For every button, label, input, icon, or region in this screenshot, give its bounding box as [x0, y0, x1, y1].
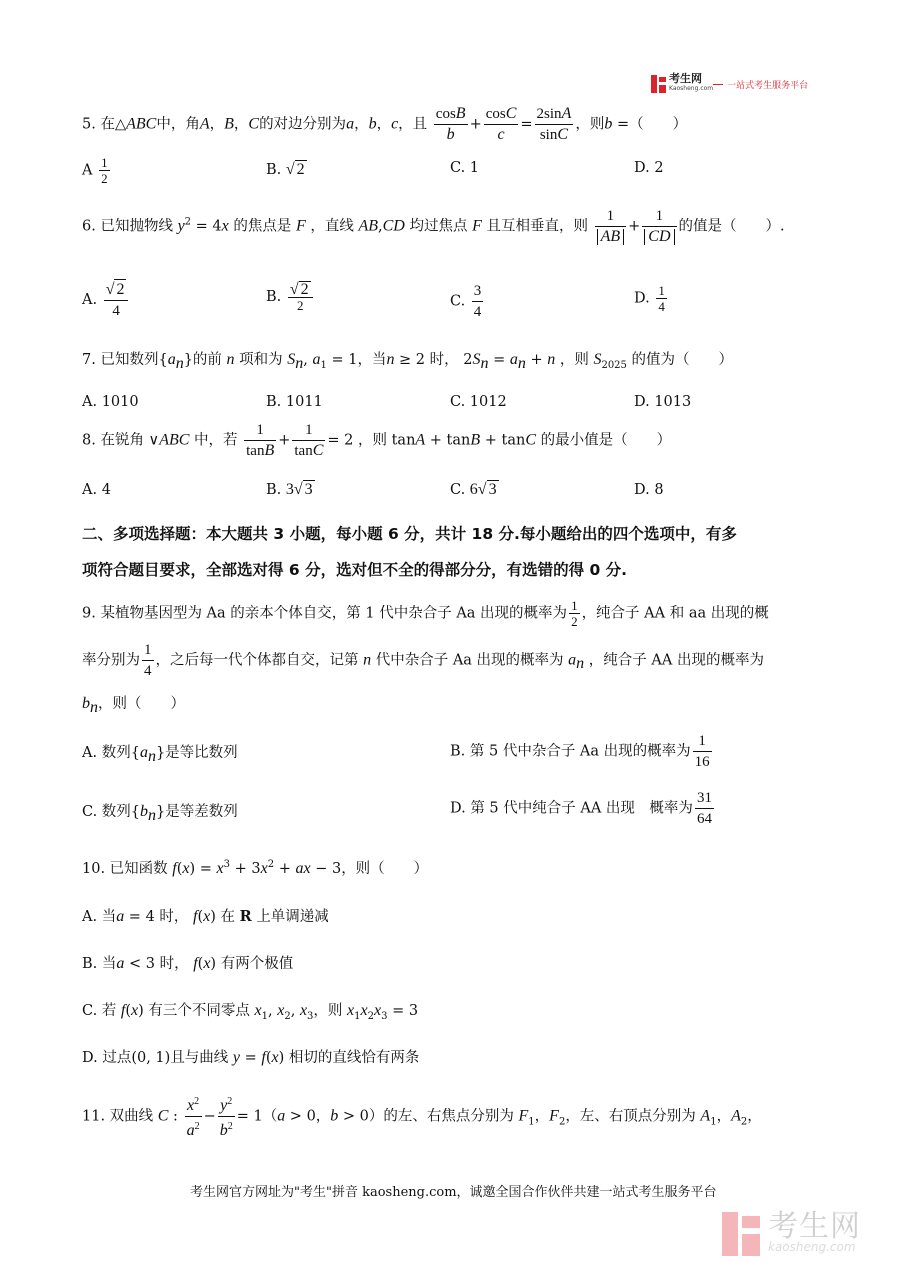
q9-option-d: D. 第 5 代中纯合子 AA 出现 概率为 $\frac{31}{64}$ [450, 790, 712, 827]
q5-option-b: B. √ 2 [266, 161, 305, 178]
q7-option-d: D. 1013 [634, 394, 692, 410]
watermark-logo-icon [722, 1212, 762, 1256]
q6-option-a: A. $\frac{√ 2}{4}$ [82, 279, 130, 321]
q10-option-c: C. 若 f(x) 有三个不同零点 $x_1$, $x_2$, $x_3$，则 $x_1x_2x_3 = 3$ [82, 1002, 419, 1022]
q7-option-c: C. 1012 [450, 394, 507, 410]
q7-option-b: B. 1011 [266, 394, 323, 410]
watermark-brand: 考生网 [768, 1209, 861, 1244]
q9-option-c: C. 数列$\{b_n\}$是等差数列 [82, 803, 238, 824]
brand-slogan: 一站式考生服务平台 [727, 80, 809, 91]
q8-option-a: A. 4 [82, 482, 111, 498]
q8-option-d: D. 8 [634, 482, 664, 498]
section-2-heading-line2: 项符合题目要求，全部选对得 6 分，选对但不全的得部分分，有选错的得 0 分. [82, 561, 628, 579]
q9-option-a: A. 数列$\{a_n\}$是等比数列 [82, 744, 238, 765]
q7-option-a: A. 1010 [82, 394, 139, 410]
question-8-stem: 8. 在锐角 ∨ABC 中，若 $\frac{1}{\tan B}$ + $\frac{1}{\tan C}$ = 2 ，则 tanA + tanB + tanC 的最小值是（ ） [82, 422, 672, 459]
brand-logo-icon [651, 75, 666, 93]
q5-option-a: A $\frac{1}{2}$ [82, 155, 108, 186]
q6-option-c: C. $\frac{3}{4}$ [450, 283, 482, 320]
section-2-heading-line1: 二、多项选择题：本大题共 3 小题，每小题 6 分，共计 18 分.每小题给出的四个选项中，有多 [82, 525, 737, 543]
q9-option-b: B. 第 5 代中杂合子 Aa 出现的概率为 $\frac{1}{16}$ [450, 733, 710, 770]
q6-option-b: B. $\frac{√ 2}{2}$ [266, 281, 315, 313]
q6-option-d: D. $\frac{1}{4}$ [634, 283, 665, 314]
watermark-domain: kaosheng.com [768, 1240, 856, 1254]
watermark [722, 1209, 861, 1256]
question-11-stem: 11. 双曲线 C : $\frac{x^2}{a^2}$ − $\frac{y^2}{b^2}$ = 1（a > 0，b > 0）的左、右焦点分别为 $F_1$，$F_2$，左、右顶点分别为 $A_1$，$A_2$， [82, 1092, 762, 1141]
brand-name: 考生网 [669, 72, 702, 85]
q10-option-b: B. 当a < 3 时， f(x) 有两个极值 [82, 955, 294, 972]
question-7-stem: 7. 已知数列$\{a_n\}$的前 n 项和为 $S_n$, $a_1 = 1$，当n ≥ 2 时， $2S_n = a_n + n$ ，则 $S_{2025}$ 的值为（ ） [82, 351, 734, 372]
question-9-line3: $b_n$，则（ ） [82, 695, 185, 716]
brand-domain: Kaosheng.com [669, 85, 714, 92]
q8-option-b: B. 3√ 3 [266, 481, 313, 498]
footer-text: 考生网官方网址为"考生"拼音 kaosheng.com，诚邀全国合作伙伴共建一站式考生服务平台 [190, 1185, 717, 1200]
question-6-stem: 6. 已知抛物线 $y^2 = 4x$ 的焦点是 F ，直线 AB,CD 均过焦点 F 且互相垂直，则 $\frac{1}{AB}$ + $\frac{1}{CD}$ 的值是（ ）. [82, 208, 785, 245]
question-9-line2: 率分别为 $\frac{1}{4}$ ，之后每一代个体都自交，记第 n 代中杂合子 Aa 出现的概率为 $a_n$ ，纯合子 AA 出现的概率为 [82, 642, 764, 679]
q5-option-d: D. 2 [634, 160, 664, 176]
question-9-line1: 9. 某植物基因型为 Aa 的亲本个体自交，第 1 代中杂合子 Aa 出现的概率为 $\frac{1}{2}$ ，纯合子 AA 和 aa 出现的概 [82, 598, 769, 629]
question-10-stem: 10. 已知函数 $f(x) = x^3 + 3x^2$ + ax − 3，则（ ） [82, 859, 429, 877]
question-5-stem: 5. 在△ABC中，角A，B，C的对边分别为a，b，c，且 $\frac{\cos B}{b}$ + $\frac{\cos C}{c}$ = $\frac{2\sin A}{\sin C}$ ，则b =（ ） [82, 105, 688, 143]
q8-option-c: C. 6√ 3 [450, 481, 497, 498]
q10-option-a: A. 当a = 4 时， f(x) 在 R 上单调递减 [82, 908, 329, 925]
q10-option-d: D. 过点(0, 1)且与曲线 y = f(x) 相切的直线恰有两条 [82, 1049, 420, 1066]
header-logo [651, 74, 808, 94]
q5-option-c: C. 1 [450, 160, 480, 176]
